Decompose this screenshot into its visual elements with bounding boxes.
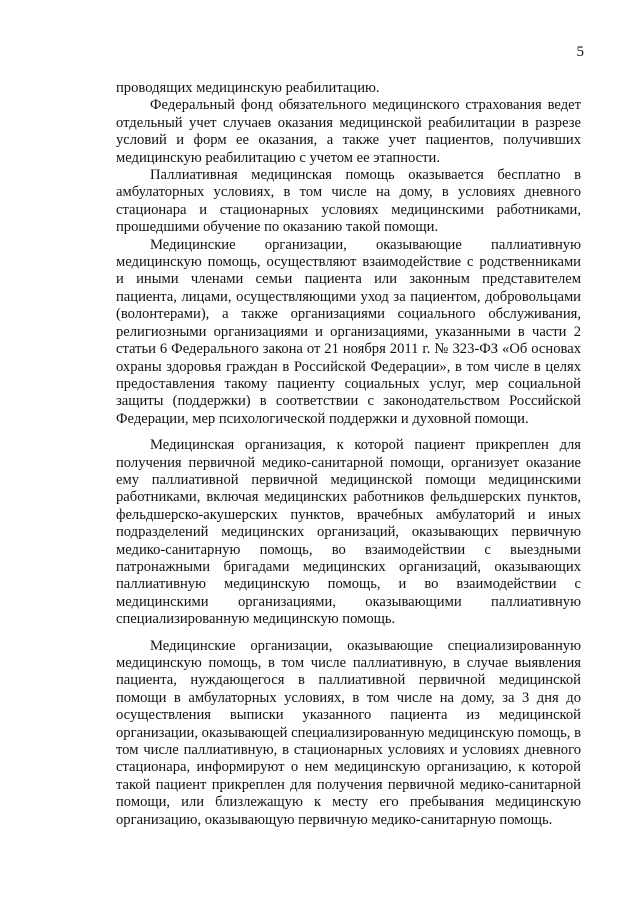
paragraph-specialized-care-notification: Медицинские организации, оказывающие специализированную медицинскую помощь, в том числе паллиативную, в случае выявления пациента, нуждающегося в паллиативной первичной медицинской помощи в амбулаторных условиях, в том числе на дому, за 3 дня до осуществления выписки указанного пациента из медицинской организации, оказывающей специализированную медицинскую помощь, в том числе паллиативную, в стационарных условиях и условиях дневного стационара, информируют о нем медицинскую организацию, к которой такой пациент прикреплен для получения первичной медико-санитарной помощи, или близлежащую к месту его пребывания медицинскую организацию, оказывающую первичную медико-санитарную помощь. bbox=[116, 637, 581, 828]
paragraph-palliative-free-care: Паллиативная медицинская помощь оказывается бесплатно в амбулаторных условиях, в том числе на дому, в условиях дневного стационара и стационарных условиях медицинскими работниками, прошедшими обучение по оказанию такой помощи. bbox=[116, 167, 581, 236]
paragraph-continuation: проводящих медицинскую реабилитацию. bbox=[116, 80, 380, 96]
page-number: 5 bbox=[576, 44, 584, 60]
document-body bbox=[116, 80, 581, 829]
paragraph-ffoms-accounting: Федеральный фонд обязательного медицинского страхования ведет отдельный учет случаев оказания медицинской реабилитации в разрезе условий и форм ее оказания, а также учет пациентов, получивших медицинскую реабилитацию с учетом ее этапности. bbox=[116, 97, 581, 166]
paragraph-primary-care-organization: Медицинская организация, к которой пациент прикреплен для получения первичной медико-санитарной помощи, организует оказание ему паллиативной первичной медицинской помощи медицинскими работниками, включая медицинских работников фельдшерских пунктов, фельдшерско-акушерских пунктов, врачебных амбулаторий и иных подразделений медицинских организаций, оказывающих первичную медико-санитарную помощь, во взаимодействии с выездными патронажными бригадами медицинских организаций, оказывающих паллиативную медицинскую помощь, и во взаимодействии с медицинскими организациями, оказывающими паллиативную специализированную медицинскую помощь. bbox=[116, 437, 581, 628]
paragraph-palliative-interaction: Медицинские организации, оказывающие паллиативную медицинскую помощь, осуществляют взаимодействие с родственниками и иными членами семьи пациента или законным представителем пациента, лицами, осуществляющими уход за пациентом, добровольцами (волонтерами), а также организациями социального обслуживания, религиозными организациями и организациями, указанными в части 2 статьи 6 Федерального закона от 21 ноября 2011 г. № 323-ФЗ «Об основах охраны здоровья граждан в Российской Федерации», в том числе в целях предоставления такому пациенту социальных услуг, мер социальной защиты (поддержки) в соответствии с законодательством Российской Федерации, мер психологической поддержки и духовной помощи. bbox=[116, 236, 581, 427]
